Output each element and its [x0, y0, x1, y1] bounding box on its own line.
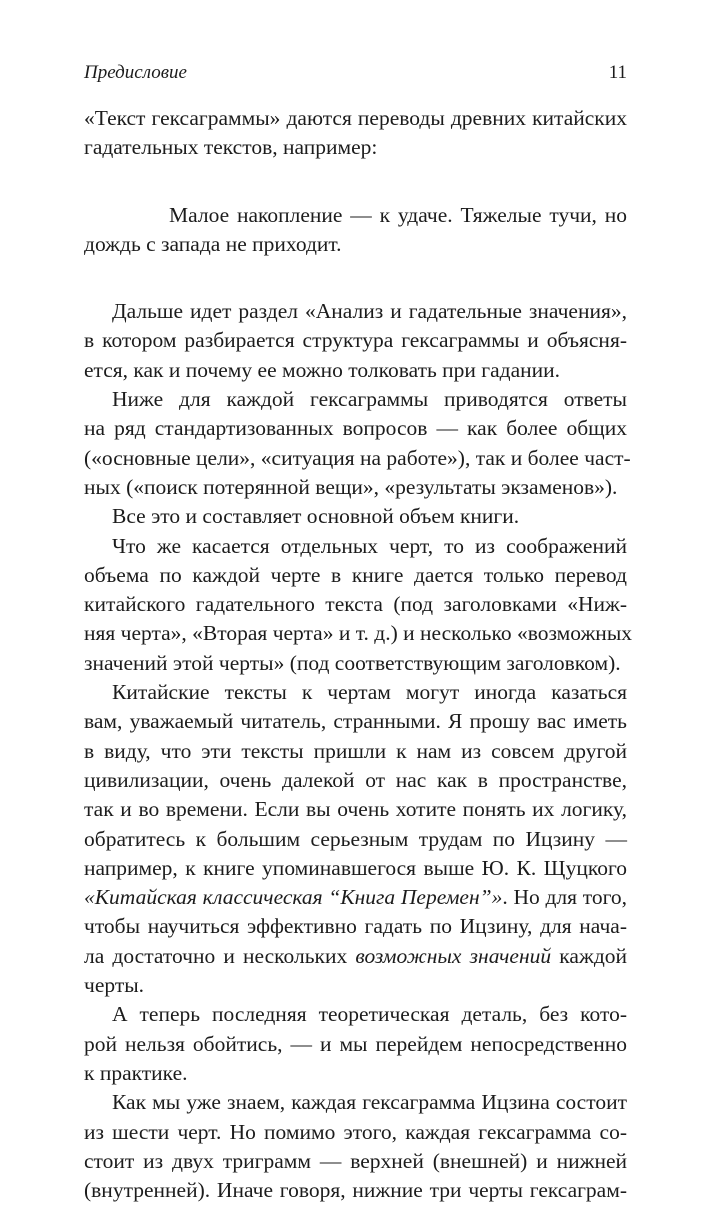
- paragraph: [84, 1000, 627, 1088]
- text-line: «Текст гексаграммы» даются переводы древних китайских: [84, 106, 627, 130]
- paragraph: [84, 502, 627, 531]
- text-line: из шести черт. Но помимо этого, каждая гексаграмма со-: [84, 1119, 627, 1144]
- page-number: 11: [608, 62, 627, 83]
- text-line: Дальше идет раздел «Анализ и гадательные значения»,: [112, 299, 627, 324]
- text-line: чтобы научиться эффективно гадать по Ицзину, для нача-: [84, 914, 627, 939]
- text-line: [84, 883, 627, 912]
- text-line: Ниже для каждой гексаграммы приводятся ответы: [112, 387, 627, 412]
- text-fragment: ла достаточно и нескольких: [84, 943, 356, 968]
- paragraph: [84, 1088, 627, 1205]
- paragraph: [84, 678, 627, 1000]
- text-line: ных («поиск потерянной вещи», «результаты экзаменов»).: [84, 474, 618, 499]
- paragraph: [84, 532, 633, 678]
- text-line: китайского гадательного текста (под заголовками «Ниж-: [84, 592, 627, 617]
- quote-line: дождь с запада не приходит.: [84, 231, 342, 256]
- text-line: цивилизации, очень далекой от нас как в пространстве,: [84, 767, 627, 792]
- text-line: к практике.: [84, 1060, 188, 1085]
- running-header: [84, 62, 627, 92]
- text-fragment: каждой: [551, 943, 628, 968]
- text-line: Что же касается отдельных черт, то из соображений: [112, 533, 627, 558]
- text-line: рой нельзя обойтись, — и мы перейдем непосредственно: [84, 1031, 627, 1056]
- text-line: А теперь последняя теоретическая деталь, без кото-: [112, 1002, 627, 1027]
- text-line: в виду, что эти тексты пришли к нам из совсем другой: [84, 738, 627, 763]
- text-line: обратитесь к большим серьезным трудам по Ицзину —: [84, 826, 627, 851]
- text-line: на ряд стандартизованных вопросов — как более общих: [84, 416, 627, 441]
- text-line: («основные цели», «ситуация на работе»), так и более част-: [84, 445, 631, 470]
- text-line: значений этой черты» (под соответствующим заголовком).: [84, 650, 621, 675]
- text-line: Как мы уже знаем, каждая гексаграмма Ицзина состоит: [112, 1090, 627, 1115]
- text-line: (внутренней). Иначе говоря, нижние три черты гексаграм-: [84, 1178, 627, 1203]
- text-line: Китайские тексты к чертам могут иногда казаться: [112, 680, 627, 705]
- section-title: Предисловие: [84, 62, 187, 83]
- text-line: так и во времени. Если вы очень хотите понять их логику,: [84, 797, 627, 822]
- text-line: ется, как и почему ее можно толковать при гадании.: [84, 357, 561, 382]
- text-line: стоит из двух триграмм — верхней (внешней) и нижней: [84, 1148, 627, 1173]
- text-line: [84, 942, 627, 971]
- emphasis-italic: возможных значений: [355, 943, 552, 968]
- text-fragment: . Но для того,: [502, 885, 627, 910]
- text-line: Все это и составляет основной объем книги.: [112, 504, 520, 529]
- book-title-italic: «Китайская классическая “Книга Перемен”»: [84, 885, 503, 910]
- text-line: черты.: [84, 973, 145, 998]
- paragraph: [84, 104, 627, 163]
- text-line: вам, уважаемый читатель, странными. Я прошу вас иметь: [84, 709, 627, 734]
- text-line: няя черта», «Вторая черта» и т. д.) и несколько «возможных: [84, 621, 633, 646]
- page-body: [84, 104, 633, 1205]
- text-line: например, к книге упоминавшегося выше Ю. К. Щуцкого: [84, 855, 627, 880]
- text-line: объема по каждой черте в книге дается только перевод: [84, 562, 627, 587]
- text-line: гадательных текстов, например:: [84, 135, 378, 160]
- text-line: в котором разбирается структура гексаграммы и объясня-: [84, 328, 627, 353]
- quote-line: Малое накопление — к удаче. Тяжелые тучи, но: [169, 202, 627, 227]
- paragraph: [84, 297, 627, 385]
- quotation: [84, 201, 627, 260]
- paragraph: [84, 385, 631, 502]
